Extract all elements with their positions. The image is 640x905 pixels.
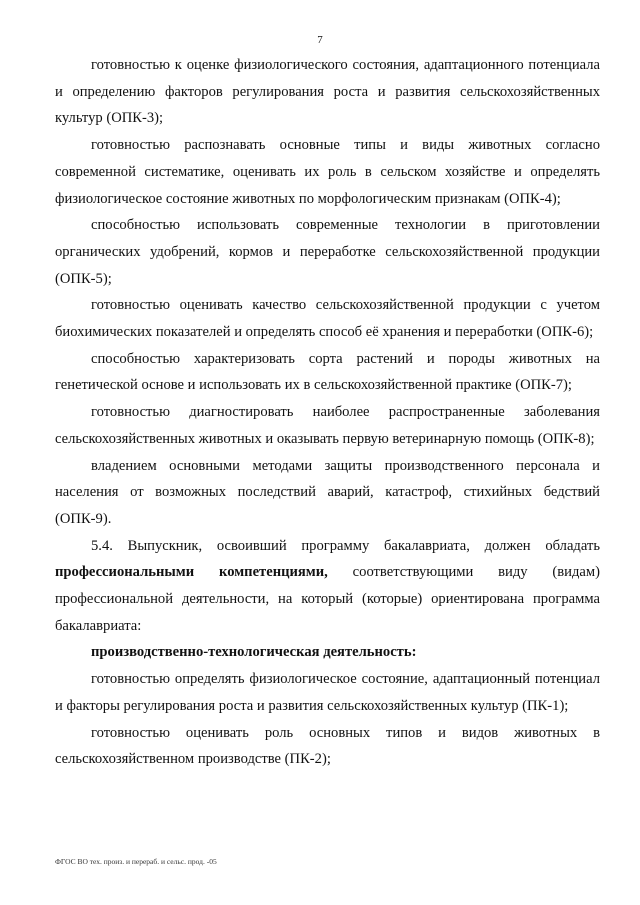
- competency-opk-6: готовностью оценивать качество сельскохозяйственной продукции с учетом биохимических показателей и определять способ её хранения и переработки (ОПК-6);: [55, 297, 600, 341]
- competency-pk-2: готовностью оценивать роль основных типов и видов животных в сельскохозяйственном производстве (ПК-2);: [55, 724, 600, 768]
- competency-opk-9: владением основными методами защиты производственного персонала и населения от возможных последствий аварий, катастроф, стихийных бедствий (ОПК-9).: [55, 457, 600, 527]
- competency-pk-1: готовностью определять физиологическое состояние, адаптационный потенциал и факторы регулирования роста и развития сельскохозяйственных культур (ПК-1);: [55, 671, 600, 714]
- competency-opk-7: способностью характеризовать сорта растений и породы животных на генетической основе и использовать их в сельскохозяйственной практике (ОПК-7);: [55, 350, 600, 394]
- section-5-4: [55, 533, 600, 640]
- page-number: 7: [317, 34, 323, 46]
- page-footer: ФГОС ВО тех. произ. и перераб. и сельс. прод. -05: [55, 857, 217, 866]
- competency-opk-8: готовностью диагностировать наиболее распространенные заболевания сельскохозяйственных животных и оказывать первую ветеринарную помощь (ОПК-8);: [55, 404, 600, 447]
- activity-heading: производственно-технологическая деятельность:: [91, 644, 417, 661]
- competency-opk-4: готовностью распознавать основные типы и виды животных согласно современной систематике, оценивать их роль в сельском хозяйстве и определять физиологическое состояние животных по морфологическим признакам (ОПК-4);: [55, 137, 600, 207]
- document-body: [55, 52, 600, 773]
- competency-opk-5: способностью использовать современные технологии в приготовлении органических удобрений, кормов и переработке сельскохозяйственной продукции (ОПК-5);: [55, 217, 600, 287]
- competency-opk-3: готовностью к оценке физиологического состояния, адаптационного потенциала и определению факторов регулирования роста и развития сельскохозяйственных культур (ОПК-3);: [55, 57, 600, 127]
- section-bold-term: профессиональными компетенциями,: [55, 564, 328, 581]
- section-text-before: 5.4. Выпускник, освоивший программу бакалавриата, должен обладать: [91, 537, 600, 554]
- section-text-after: соответствующими виду (видам) профессиональной деятельности, на который (которые) ориентирована программа бакалавриата:: [55, 564, 600, 634]
